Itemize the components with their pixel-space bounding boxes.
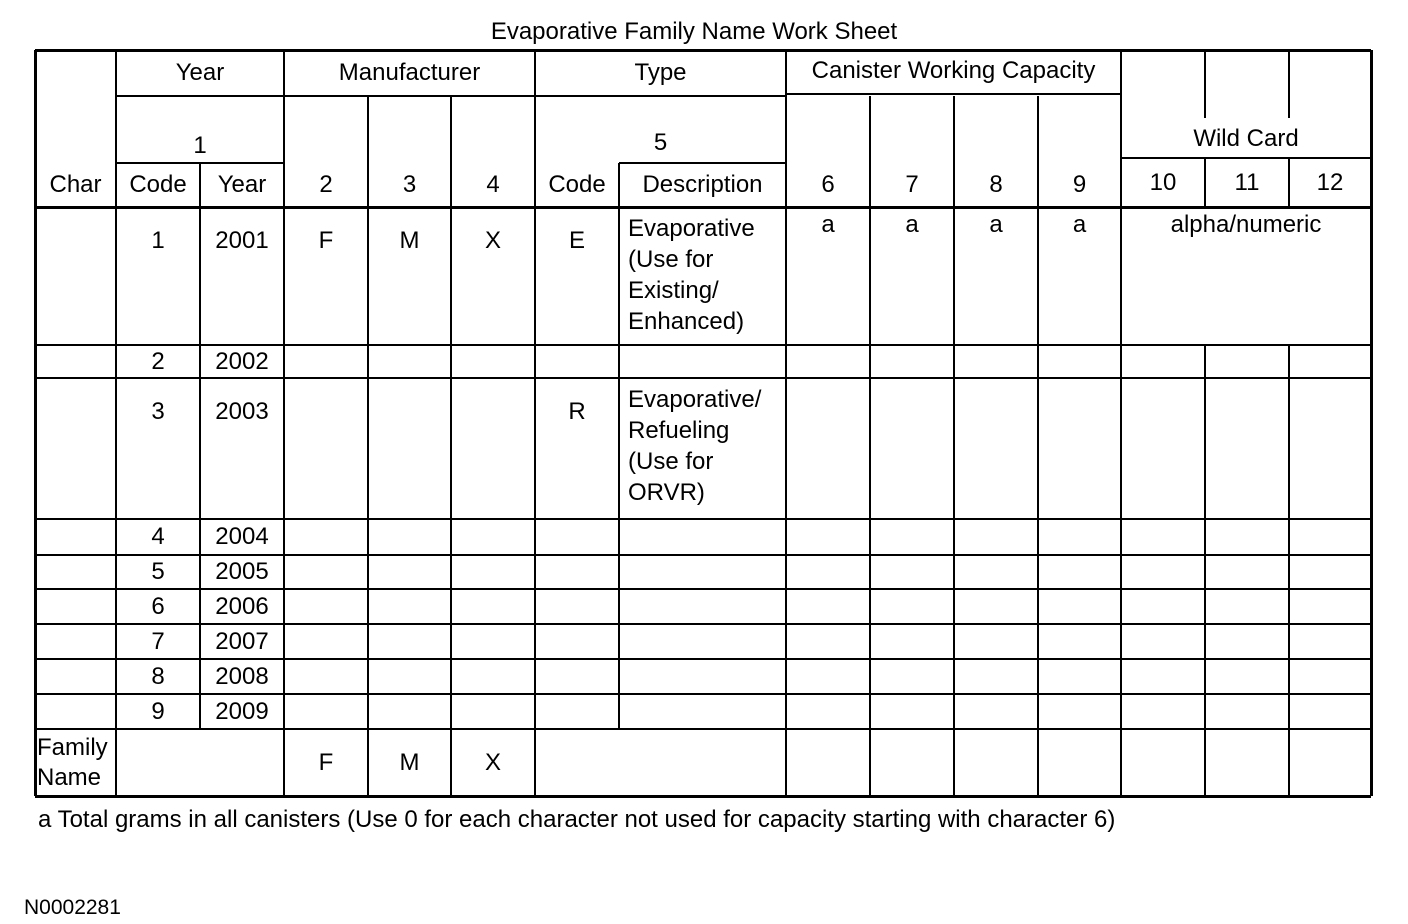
year-char-number: 1 [193,131,207,159]
row-year: 2009 [215,697,269,725]
row-canister-char: a [1072,211,1087,238]
description-line: ORVR) [628,479,705,506]
char-header: Char [49,171,102,198]
footnote: a Total grams in all canisters (Use 0 for each character not used for capacity starting with character 6) [38,806,1116,833]
manufacturer-char-number: 2 [319,171,333,198]
row-code: 5 [151,558,165,585]
manufacturer-char-number: 4 [486,171,500,198]
canister-char-number: 6 [821,171,835,198]
wild-card-char-number: 12 [1316,168,1344,196]
canister-char-number: 7 [905,171,919,198]
row-code: 4 [151,523,165,550]
figure-id: N0002281 [24,896,121,919]
grid-line [1288,345,1290,796]
description-header: Description [642,171,763,198]
grid-line [1204,345,1206,796]
row-year: 2006 [215,592,269,620]
row-type-description [628,213,755,337]
grid-line [1288,50,1290,118]
manufacturer-char-number: 3 [402,171,417,198]
type-group-header: Type [634,59,687,86]
row-canister-char: a [905,211,919,238]
row-manufacturer-char: F [318,227,334,254]
row-type-code: E [568,227,585,254]
description-line: (Use for [628,246,714,273]
description-line: Enhanced) [628,308,745,335]
row-year: 2001 [215,227,269,254]
grid-line [35,795,1371,798]
wild-card-header: Wild Card [1193,125,1299,152]
row-year: 2007 [215,627,269,655]
family-name-label [37,729,116,796]
family-name-manufacturer-char: F [318,748,334,776]
row-code: 7 [151,627,165,655]
grid-line [1204,50,1206,118]
family-name-label-line: Name [37,763,102,791]
manufacturer-group-header: Manufacturer [338,59,481,86]
row-code: 6 [151,592,165,620]
family-name-manufacturer-char: M [399,748,420,776]
type-code-header: Code [548,171,606,198]
description-line: Existing/ [628,277,719,304]
grid-line [786,93,1121,95]
description-line: (Use for [628,448,714,475]
description-line: Evaporative/ [628,386,762,413]
row-year: 2005 [215,558,269,585]
row-canister-char: a [989,211,1003,238]
row-canister-char: a [821,211,835,238]
row-type-description [628,384,761,508]
year-header: Year [217,171,267,198]
row-year: 2004 [215,523,269,550]
row-wild-card: alpha/numeric [1170,211,1322,238]
year-group-header: Year [175,59,225,86]
row-code: 8 [151,662,165,690]
row-year: 2002 [215,347,269,375]
type-char-number: 5 [653,129,668,156]
row-type-code: R [568,398,586,425]
wild-card-char-number: 10 [1149,168,1177,196]
row-year: 2003 [215,398,269,425]
row-code: 3 [151,398,165,425]
row-manufacturer-char: M [399,227,420,254]
year-code-header: Code [129,171,187,198]
row-manufacturer-char: X [484,227,501,254]
row-year: 2008 [215,662,269,690]
canister-group-header: Canister Working Capacity [811,57,1096,84]
description-line: Refueling [628,417,730,444]
wild-card-char-number: 11 [1234,168,1260,196]
family-name-label-line: Family [37,733,108,761]
canister-char-number: 8 [989,171,1003,198]
worksheet-title: Evaporative Family Name Work Sheet [490,18,898,45]
row-code: 1 [151,227,165,254]
row-code: 2 [151,347,165,375]
canister-char-number: 9 [1072,171,1087,198]
family-name-manufacturer-char: X [484,748,501,776]
row-code: 9 [151,697,165,725]
grid-line [34,50,37,796]
description-line: Evaporative [628,215,755,242]
